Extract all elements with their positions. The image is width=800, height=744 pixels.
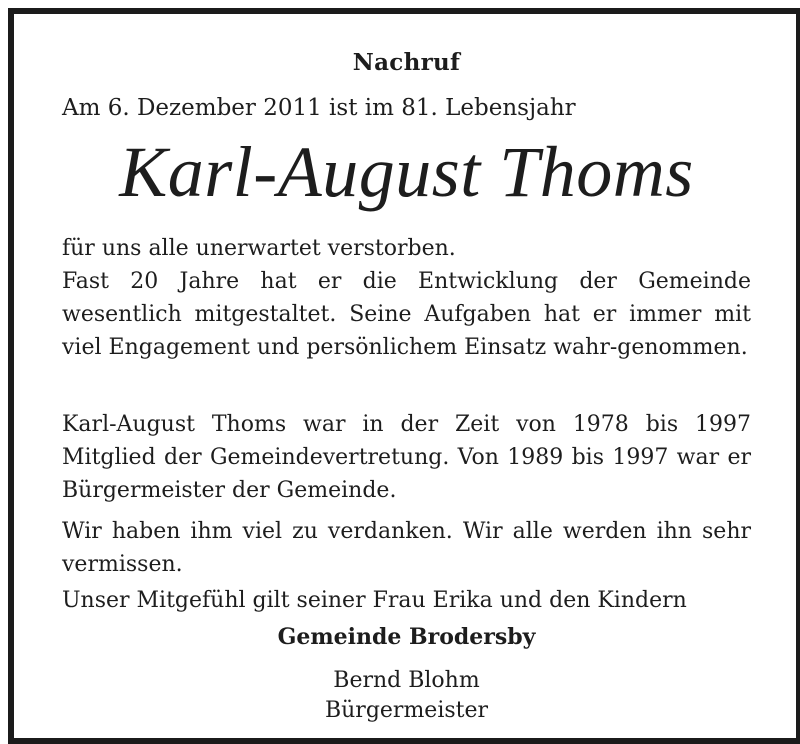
paragraph-death-note: für uns alle unerwartet verstorben. [62, 236, 456, 261]
organization-name: Gemeinde Brodersby [277, 624, 536, 650]
paragraph-gratitude: Wir haben ihm viel zu verdanken. Wir alle werden ihn sehr vermissen. [62, 519, 751, 577]
paragraph-contribution: Fast 20 Jahre hat er die Entwicklung der Gemeinde wesentlich mitgestaltet. Seine Aufgaben hat er immer mit viel Engagement und persönlichem Einsatz wahr-genommen. [62, 269, 751, 360]
paragraph-career: Karl-August Thoms war in der Zeit von 1978 bis 1997 Mitglied der Gemeindevertretung. Von 1989 bis 1997 war er Bürgermeister der Gemeinde. [62, 412, 751, 503]
signature-block [62, 666, 751, 726]
obituary-frame [8, 8, 800, 744]
deceased-name: Karl-August Thoms [119, 132, 694, 212]
obituary-content [62, 14, 751, 738]
signer-title: Bürgermeister [324, 698, 489, 723]
notice-heading: Nachruf [352, 49, 461, 76]
paragraph-condolence: Unser Mitgefühl gilt seiner Frau Erika und den Kindern [62, 588, 687, 613]
signer-name: Bernd Blohm [333, 668, 480, 693]
intro-line: Am 6. Dezember 2011 ist im 81. Lebensjahr [62, 95, 576, 121]
